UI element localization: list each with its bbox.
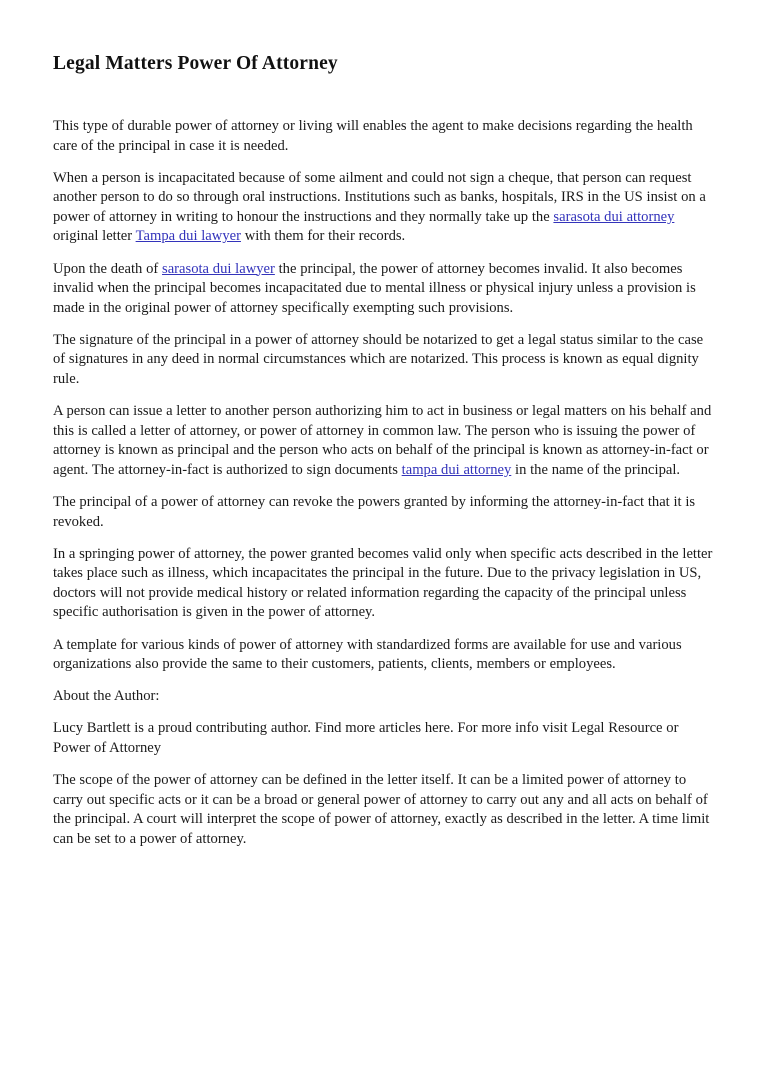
paragraph-text: In a springing power of attorney, the power granted becomes valid only when specific acts described in the letter takes place such as illness, which incapacitates the principal in the future. Due to the privacy legislation in US, doctors will not provide medical history or related information regarding the capacity of the principal unless specific authorisation is given in the power of attorney. [53,545,713,621]
paragraph-text: About the Author: [53,688,160,705]
paragraph-text: The scope of the power of attorney can be defined in the letter itself. It can be a limited power of attorney to carry out specific acts or it can be a broad or general power of attorney to carry out any and all acts on behalf of the principal. A court will interpret the scope of power of attorney, exactly as described in the letter. A time limit can be set to a power of attorney. [53,772,710,847]
paragraph-text: original letter [53,228,136,245]
paragraph [53,169,714,247]
paragraph-text: A template for various kinds of power of attorney with standardized forms are available for use and various organizations also provide the same to their customers, patients, clients, members or employees. [53,636,682,673]
paragraph [53,687,714,707]
document-body [53,117,714,849]
inline-link[interactable]: sarasota dui lawyer [162,260,275,277]
paragraph-text: The principal of a power of attorney can revoke the powers granted by informing the attorney-in-fact that it is revoked. [53,494,696,530]
inline-link[interactable]: Tampa dui lawyer [135,228,241,245]
paragraph-text: The signature of the principal in a power of attorney should be notarized to get a legal status similar to the case of signatures in any deed in normal circumstances which are notarized. This process is known as equal dignity rule. [53,331,704,388]
paragraph-text: Lucy Bartlett is a proud contributing author. Find more articles here. For more info visit Legal Resource or Power of Attorney [53,720,679,756]
paragraph [53,402,714,480]
inline-link[interactable]: tampa dui attorney [401,461,512,478]
paragraph [53,331,714,390]
paragraph [53,117,714,156]
paragraph-text: When a person is incapacitated because of some ailment and could not sign a cheque, that person can request another person to do so through oral instructions. Institutions such as banks, hospitals, IRS in the US insist on a power of attorney in writing to honour the instructions and they normally take up the [53,169,706,225]
paragraph-text: with them for their records. [240,228,406,245]
paragraph-text: in the name of the principal. [511,461,681,478]
inline-link[interactable]: sarasota dui attorney [553,208,675,225]
page-title: Legal Matters Power Of Attorney [53,53,338,74]
paragraph [53,545,714,623]
paragraph-text: A person can issue a letter to another person authorizing him to act in business or legal matters on his behalf and this is called a letter of attorney, or power of attorney in common law. The person who is issuing the power of attorney is known as principal and the person who acts on behalf of the principal is known as attorney-in-fact or agent. The attorney-in-fact is authorized to sign documents [53,403,712,478]
paragraph [53,260,714,319]
paragraph [53,636,714,675]
paragraph [53,493,714,532]
paragraph-text: This type of durable power of attorney or living will enables the agent to make decisions regarding the health care of the principal in case it is needed. [53,118,693,154]
paragraph-text: the principal, the power of attorney becomes invalid. It also becomes invalid when the principal becomes incapacitated due to mental illness or physical injury unless a provision is made in the original power of attorney specifically exempting such provisions. [53,260,696,316]
paragraph-text: Upon the death of [53,260,163,277]
paragraph [53,771,714,849]
paragraph [53,719,714,758]
